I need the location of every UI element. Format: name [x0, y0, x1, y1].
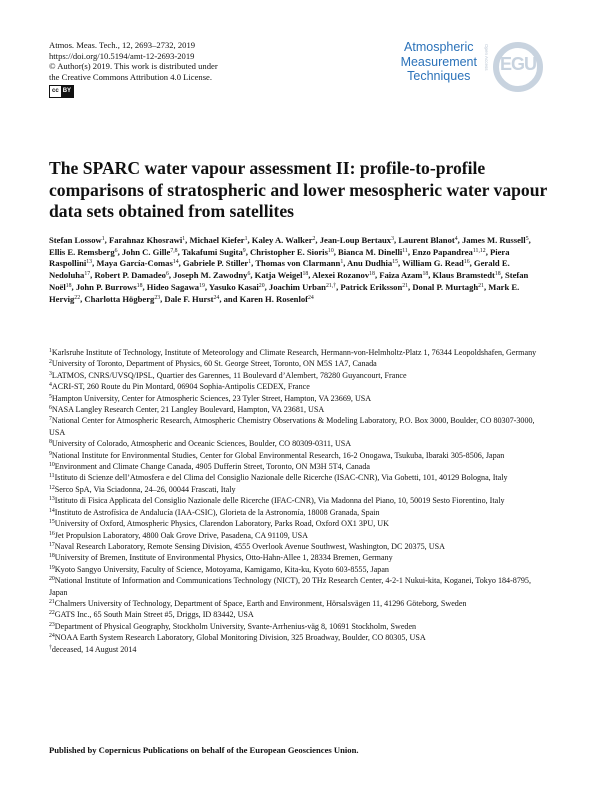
affiliation-item [49, 632, 549, 643]
author-affiliation-mark: 6 [247, 271, 251, 278]
affiliation-mark: 10 [49, 462, 55, 469]
affiliation-text: Environment and Climate Change Canada, 4905 Dufferin Street, Toronto, ON M3H 5T4, Canada [54, 462, 370, 472]
author-name: Maya García-Comas [96, 258, 173, 269]
author-affiliation-mark: 16 [463, 259, 470, 266]
author-affiliation-mark: 15 [392, 259, 398, 266]
affiliation-text: National Institute for Environmental Studies, Center for Global Environmental Research, 16-2 Onogawa, Tsukuba, Ibaraki 305-8506, Japan [51, 450, 505, 460]
affiliation-text: University of Colorado, Atmospheric and Oceanic Sciences, Boulder, CO 80309-0311, USA [51, 439, 352, 449]
by-icon: BY [61, 86, 73, 97]
cc-icon: cc [52, 88, 59, 95]
affiliation-text: Kyoto Sangyo University, Faculty of Science, Motoyama, Kamigamo, Kita-ku, Kyoto 603-8555, Japan [54, 564, 389, 574]
author-name: Kaley A. Walker [251, 235, 313, 245]
affiliation-mark: 17 [49, 541, 55, 548]
author-name: Donal P. Murtagh [412, 281, 479, 292]
affiliation-text: LATMOS, CNRS/UVSQ/IPSL, Quartier des Garennes, 11 Boulevard d’Alembert, 78280 Guyancourt, France [51, 370, 407, 380]
journal-citation: Atmos. Meas. Tech., 12, 2693–2732, 2019 [49, 40, 196, 50]
affiliation-item [49, 472, 549, 483]
author-name: William G. Read [402, 258, 464, 269]
affiliation-list [49, 347, 549, 655]
author-name: Joachim Urban [268, 281, 326, 292]
affiliation-item [49, 404, 549, 415]
affiliation-text: University of Bremen, Institute of Environmental Physics, Otto-Hahn-Allee 1, 28334 Bremen, Germany [54, 553, 393, 563]
affiliation-mark: 15 [49, 519, 55, 526]
publisher-line: Published by Copernicus Publications on behalf of the European Geosciences Union. [49, 745, 359, 755]
author-name: Stefan Noël [49, 270, 529, 292]
affiliation-text: Karlsruhe Institute of Technology, Institute of Meteorology and Climate Research, Hermann-von-Helmholtz-Platz 1, 76344 Leopoldshafen, Germany [51, 348, 537, 357]
author-affiliation-mark: 11 [402, 247, 408, 254]
affiliation-mark: 24 [49, 633, 55, 640]
author-affiliation-mark: 21,† [325, 282, 337, 289]
affiliation-text: University of Toronto, Department of Physics, 60 St. George Street, Toronto, ON M5S 1A7, Canada [51, 359, 377, 369]
author-name: Katja Weigel [254, 270, 303, 281]
author-name: Joseph M. Zawodny [173, 270, 248, 281]
affiliation-mark: 4 [49, 382, 52, 389]
affiliation-item [49, 530, 549, 541]
author-name: Dale F. Hurst [164, 293, 214, 304]
author-name: Gerald E. Nedoluha [49, 258, 510, 281]
author-name: Alexei Rozanov [312, 270, 370, 281]
affiliation-text: NASA Langley Research Center, 21 Langley Boulevard, Hampton, VA 23681, USA [51, 405, 325, 415]
author-affiliation-mark: 2 [312, 236, 316, 242]
author-affiliation-mark: 13 [86, 259, 93, 266]
journal-logo [383, 40, 543, 100]
author-affiliation-mark: 23 [154, 294, 161, 301]
affiliation-text: Hampton University, Center for Atmospheric Sciences, 23 Tyler Street, Hampton, VA 23669, USA [51, 393, 372, 403]
affiliation-text: Istituto di Fisica Applicata del Consiglio Nazionale delle Ricerche (IFAC-CNR), Via Madonna del Piano, 10, 50019 Sesto Fiorentino, Italy [54, 496, 505, 506]
affiliation-text: Serco SpA, Via Sciadonna, 24–26, 00044 Frascati, Italy [54, 484, 236, 494]
affiliation-item [49, 415, 549, 438]
author-affiliation-mark: 4 [454, 236, 458, 242]
author-name: James M. Russell [461, 235, 526, 245]
affiliation-mark: 21 [49, 598, 55, 605]
author-affiliation-mark: 1 [101, 236, 105, 242]
affiliation-item [49, 598, 549, 609]
affiliation-mark: 9 [49, 450, 52, 457]
author-name: Hideo Sagawa [146, 281, 200, 292]
affiliation-text: National Institute of Information and Communications Technology (NICT), 20 THz Research Center, 4-2-1 Nukui-kita, Koganei, Tokyo 184-8795, Japan [49, 576, 531, 597]
affiliation-text: Istituto di Scienze dell’Atmosfera e del Clima del Consiglio Nazionale delle Ricerche (ISAC-CNR), Via Gobetti, 101, 40129 Bologna, Italy [54, 473, 508, 483]
egu-logo-icon [493, 42, 543, 92]
author-affiliation-mark: 21 [478, 282, 484, 289]
affiliation-item [49, 564, 549, 575]
author-list: Stefan Lossow$^1$, Farahnaz Khosrawi$^1$, Michael Kiefer$^1$, Kaley A. Walker$^2$, Jean-Loup Bertaux$^3$, Laurent Blanot$^4$, James M. Russell$^5$, Ellis E. Remsberg$^6$, John C. Gille$^{7,8}$, Takafumi Sugita$^9$, Christopher E. Sioris$^{10}$, Bianca M. Dinelli$^{11}$, Enzo Papandrea$^{11,12}$, Piera Raspollini$^{13}$, Maya García-Comas$^{14}$, Gabriele P. Stiller$^1$, Thomas von Clarmann$^1$, Anu Dudhia$^{15}$, William G. Read$^{16}$, Gerald E. Nedoluha$^{17}$, Robert P. Damadeo$^6$, Joseph M. Zawodny$^6$, Katja Weigel$^{18}$, Alexei Rozanov$^{18}$, Faiza Azam$^{18}$, Klaus Bramstedt$^{18}$, Stefan Noël$^{18}$, John P. Burrows$^{18}$, Hideo Sagawa$^{19}$, Yasuko Kasai$^{20}$, Joachim Urban$^{21,\dagger}$, Patrick Eriksson$^{21}$, Donal P. Murtagh$^{21}$, Mark E. Hervig$^{22}$, Charlotta Högberg$^{23}$, Dale F. Hurst$^{24}$, and Karen H. Rosenlof$^{24}$ [49, 235, 531, 304]
affiliation-text: National Center for Atmospheric Research, Atmospheric Chemistry Observations & Modeling Laboratory, P.O. Box 3000, Boulder, CO 80307-3000, USA [49, 416, 535, 437]
affiliation-mark: 13 [49, 496, 55, 503]
affiliation-text: Instituto de Astrofísica de Andalucía (IAA-CSIC), Glorieta de la Astronomía, 18008 Granada, Spain [54, 507, 380, 517]
author-affiliation-mark: 18 [136, 282, 143, 289]
affiliation-text: Jet Propulsion Laboratory, 4800 Oak Grove Drive, Pasadena, CA 91109, USA [54, 530, 308, 540]
affiliation-mark: 22 [49, 610, 55, 617]
author-affiliation-mark: 3 [391, 236, 395, 242]
author-affiliation-mark: 1 [248, 259, 252, 266]
affiliation-item [49, 461, 549, 472]
affiliation-item [49, 507, 549, 518]
author-affiliation-mark: 18 [369, 271, 375, 278]
affiliation-item [49, 347, 549, 358]
author-affiliation-mark: 18 [302, 271, 309, 278]
affiliation-mark: 14 [49, 507, 55, 514]
author-affiliation-mark: 6 [114, 247, 118, 254]
author-name: Charlotta Högberg [84, 293, 155, 304]
author-name: Thomas von Clarmann [255, 258, 341, 269]
affiliation-text: NOAA Earth System Research Laboratory, Global Monitoring Division, 325 Broadway, Boulder, CO 80305, USA [54, 633, 426, 643]
author-name: Anu Dudhia [347, 258, 393, 269]
author-name: Karen H. Rosenlof [239, 293, 308, 304]
author-affiliation-mark: 1 [182, 236, 186, 242]
author-affiliation-mark: 20 [258, 282, 265, 289]
affiliation-mark: 20 [49, 576, 55, 583]
affiliation-text: GATS Inc., 65 South Main Street #5, Driggs, ID 83442, USA [54, 610, 254, 620]
affiliation-mark: 18 [49, 553, 55, 560]
copyright-line: © Author(s) 2019. This work is distributed under [49, 61, 218, 72]
author-affiliation-mark: 6 [165, 271, 169, 278]
affiliation-mark: 1 [49, 348, 52, 354]
author-name: Mark E. Hervig [49, 281, 520, 304]
author-name: John C. Gille [121, 246, 171, 257]
affiliation-mark: 12 [49, 484, 55, 491]
affiliation-mark: 8 [49, 439, 52, 446]
author-name: Yasuko Kasai [208, 281, 259, 292]
affiliation-mark: 16 [49, 530, 55, 537]
author-affiliation-mark: 18 [494, 271, 501, 278]
author-affiliation-mark: 7,8 [170, 247, 178, 254]
author-name: Klaus Bramstedt [432, 270, 495, 281]
author-affiliation-mark: 24 [308, 294, 314, 301]
affiliation-item [49, 518, 549, 529]
author-name: Michael Kiefer [189, 235, 245, 245]
author-affiliation-mark: 5 [525, 236, 529, 242]
author-affiliation-mark: 21 [402, 282, 409, 289]
author-name: Farahnaz Khosrawi [108, 235, 183, 245]
author-name: Enzo Papandrea [412, 246, 473, 257]
author-affiliation-mark: 11,12 [472, 247, 486, 254]
cc-license-badge[interactable] [49, 85, 74, 97]
affiliation-mark: † [49, 644, 52, 651]
affiliation-item [49, 609, 549, 620]
affiliation-item [49, 393, 549, 404]
author-affiliation-mark: 10 [327, 247, 334, 254]
open-access-label: Open Access [484, 44, 489, 71]
affiliation-item [49, 495, 549, 506]
affiliation-item [49, 552, 549, 563]
affiliation-mark: 2 [49, 359, 52, 366]
author-name: Bianca M. Dinelli [338, 246, 403, 257]
affiliation-item [49, 575, 549, 598]
affiliation-item [49, 450, 549, 461]
author-name: Patrick Eriksson [340, 281, 403, 292]
author-name: Gabriele P. Stiller [182, 258, 249, 269]
affiliation-mark: 6 [49, 405, 52, 412]
author-affiliation-mark: 18 [422, 271, 429, 278]
affiliation-text: University of Oxford, Atmospheric Physics, Clarendon Laboratory, Parks Road, Oxford OX1 3PU, UK [54, 519, 389, 529]
affiliation-mark: 3 [49, 370, 52, 377]
author-name: Takafumi Sugita [181, 246, 243, 257]
affiliation-item [49, 621, 549, 632]
affiliation-item [49, 381, 549, 392]
author-affiliation-mark: 18 [65, 282, 72, 289]
affiliation-mark: 23 [49, 621, 55, 628]
affiliation-item [49, 358, 549, 369]
author-affiliation-mark: 22 [74, 294, 81, 301]
author-affiliation-mark: 1 [340, 259, 344, 266]
egu-logo-text: EGU [499, 54, 536, 74]
author-name: Stefan Lossow [49, 235, 102, 245]
affiliation-mark: 7 [49, 416, 52, 423]
affiliation-item [49, 370, 549, 381]
author-affiliation-mark: 17 [84, 271, 91, 278]
affiliation-item [49, 644, 549, 655]
author-name: John P. Burrows [75, 281, 137, 292]
author-affiliation-mark: 14 [172, 259, 179, 266]
license-line: the Creative Commons Attribution 4.0 License. [49, 71, 213, 82]
author-name: Jean-Loup Bertaux [319, 235, 392, 245]
affiliation-item [49, 541, 549, 552]
author-affiliation-mark: 9 [242, 247, 246, 254]
author-name: Faiza Azam [379, 270, 423, 281]
affiliation-mark: 19 [49, 564, 55, 571]
affiliation-text: Department of Physical Geography, Stockholm University, Svante-Arrhenius-väg 8, 10691 Stockholm, Sweden [54, 621, 417, 631]
affiliation-text: Chalmers University of Technology, Department of Space, Earth and Environment, Hörsalsvägen 11, 41296 Göteborg, Sweden [54, 598, 467, 608]
affiliation-mark: 5 [49, 393, 52, 400]
affiliation-mark: 11 [49, 473, 55, 480]
author-name: Ellis E. Remsberg [49, 246, 115, 257]
author-name: Robert P. Damadeo [94, 270, 166, 281]
author-affiliation-mark: 19 [199, 282, 205, 289]
author-name: Christopher E. Sioris [250, 246, 328, 257]
page-header [49, 40, 549, 110]
affiliation-item [49, 484, 549, 495]
paper-title: The SPARC water vapour assessment II: profile-to-profile comparisons of stratospheric and lower mesospheric water vapour data sets obtained from satellites [49, 158, 547, 222]
doi-link[interactable]: https://doi.org/10.5194/amt-12-2693-2019 [49, 50, 195, 61]
affiliation-text: deceased, 14 August 2014 [51, 644, 137, 654]
journal-name: Atmospheric Measurement Techniques [400, 40, 477, 83]
affiliation-text: Naval Research Laboratory, Remote Sensing Division, 4555 Overlook Avenue Southwest, Washington, DC 20375, USA [54, 541, 445, 551]
author-affiliation-mark: 24 [213, 294, 220, 301]
affiliation-text: ACRI-ST, 260 Route du Pin Montard, 06904 Sophia-Antipolis CEDEX, France [51, 382, 310, 392]
affiliation-item [49, 438, 549, 449]
author-affiliation-mark: 1 [244, 236, 248, 242]
author-name: Piera Raspollini [49, 246, 510, 269]
author-name: Laurent Blanot [398, 235, 455, 245]
